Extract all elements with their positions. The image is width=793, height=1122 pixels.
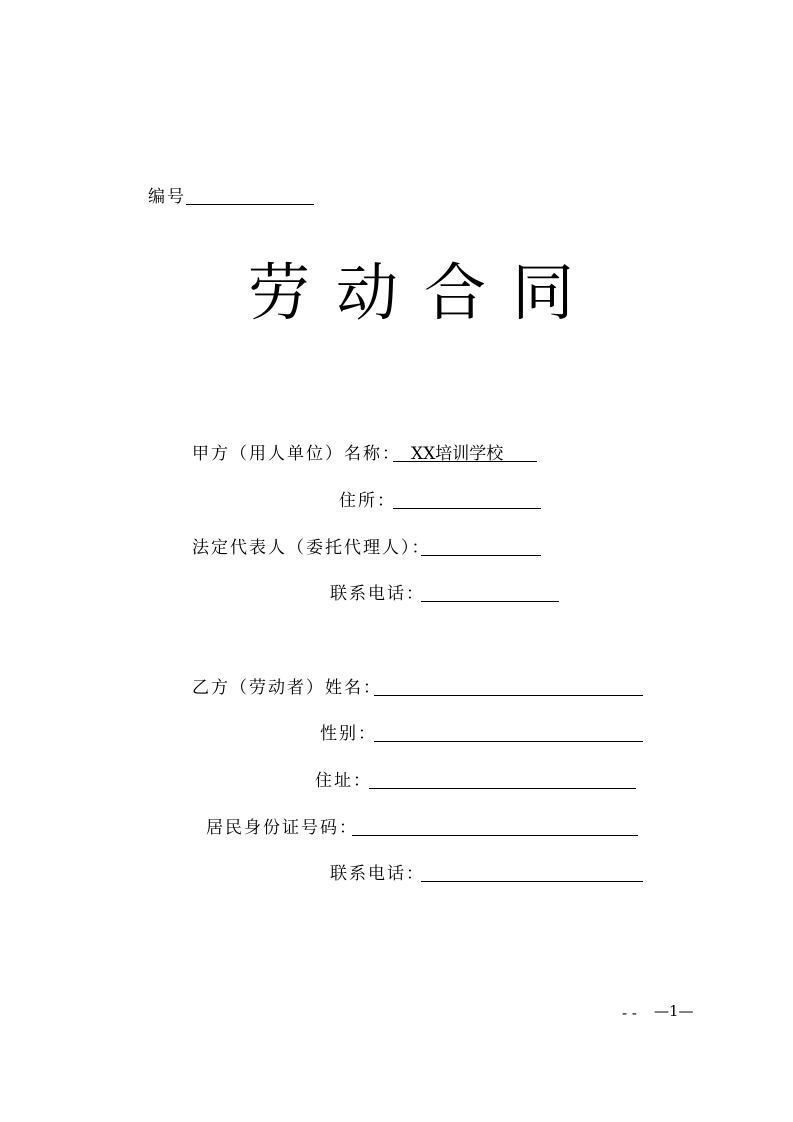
page-title: 劳动合同	[248, 256, 601, 329]
party-a-address-label: 住所：	[339, 491, 396, 511]
party-b-gender-label: 性别：	[320, 724, 377, 744]
party-a-name-label: 甲方（用人单位）名称：	[192, 444, 401, 464]
party-b-name-field[interactable]	[374, 695, 643, 696]
party-a-address-field[interactable]	[393, 508, 541, 509]
document-number-field[interactable]	[186, 204, 314, 205]
party-b-id-label: 居民身份证号码：	[206, 818, 358, 838]
party-a-representative-field[interactable]	[421, 555, 541, 556]
party-a-representative-label: 法定代表人（委托代理人）：	[192, 538, 431, 558]
party-b-name-label: 乙方（劳动者）姓名：	[192, 678, 382, 698]
party-b-gender-field[interactable]	[374, 741, 643, 742]
party-b-address-label: 住址：	[315, 771, 372, 791]
party-a-phone-label: 联系电话：	[330, 584, 425, 604]
footer-dash-marks: - -	[622, 1004, 637, 1022]
party-b-id-field[interactable]	[352, 835, 638, 836]
party-b-phone-field[interactable]	[421, 881, 643, 882]
party-b-phone-label: 联系电话：	[330, 864, 425, 884]
document-number-label: 编号	[148, 187, 186, 207]
party-a-phone-field[interactable]	[421, 601, 559, 602]
page-number: —1—	[654, 1002, 694, 1020]
party-a-name-value: XX培训学校	[411, 444, 504, 464]
party-b-address-field[interactable]	[369, 788, 636, 789]
